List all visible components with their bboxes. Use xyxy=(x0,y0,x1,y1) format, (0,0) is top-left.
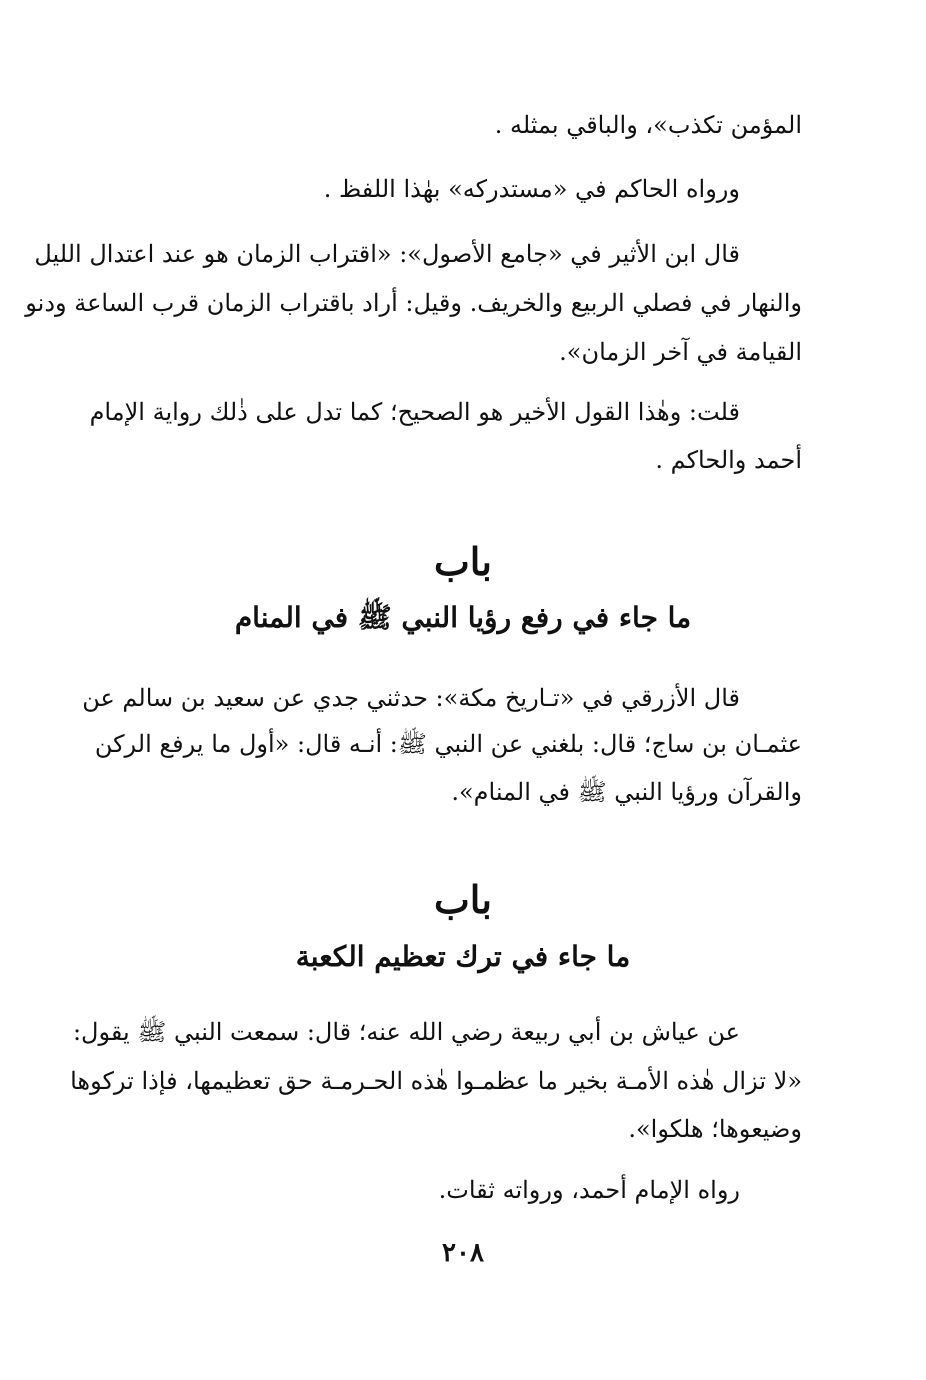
text-line: قال الأزرقي في «تـاريخ مكة»: حدثني جدي عن سعيد بن سالم عن xyxy=(82,684,740,712)
text-line: ورواه الحاكم في «مستدركه» بهٰذا اللفظ . xyxy=(323,175,740,203)
chapter-title: ما جاء في ترك تعظيم الكعبة xyxy=(295,940,631,973)
narration-line: رواه الإمام أحمد، ورواته ثقات. xyxy=(438,1176,740,1204)
text-line: قال ابن الأثير في «جامع الأصول»: «اقتراب الزمان هو عند اعتدال الليل xyxy=(34,240,740,268)
text-line: وضيعوها؛ هلكوا». xyxy=(628,1115,802,1143)
text-line: أحمد والحاكم . xyxy=(655,446,802,474)
text-line: عثمـان بن ساج؛ قال: بلغني عن النبي ﷺ: أنـه قال: «أول ما يرفع الركن xyxy=(94,730,802,758)
text-line: والقرآن ورؤيا النبي ﷺ في المنام». xyxy=(451,778,802,806)
text-line: المؤمن تكذب»، والباقي بمثله . xyxy=(494,111,802,139)
page-number: ٢٠٨ xyxy=(442,1238,484,1268)
chapter-heading: باب xyxy=(434,877,492,922)
text-line: عن عياش بن أبي ربيعة رضي الله عنه؛ قال: سمعت النبي ﷺ يقول: xyxy=(72,1018,740,1046)
chapter-title: ما جاء في رفع رؤيا النبي ﷺ في المنام xyxy=(234,601,692,634)
text-line: قلت: وهٰذا القول الأخير هو الصحيح؛ كما تدل على ذٰلك رواية الإمام xyxy=(89,398,740,426)
text-line: «لا تزال هٰذه الأمـة بخير ما عظمـوا هٰذه الحـرمـة حق تعظيمها، فإذا تركوها xyxy=(70,1067,802,1095)
chapter-heading: باب xyxy=(434,539,492,584)
text-line: والنهار في فصلي الربيع والخريف. وقيل: أراد باقتراب الزمان قرب الساعة ودنو xyxy=(25,289,802,317)
text-line: القيامة في آخر الزمان». xyxy=(559,338,802,366)
